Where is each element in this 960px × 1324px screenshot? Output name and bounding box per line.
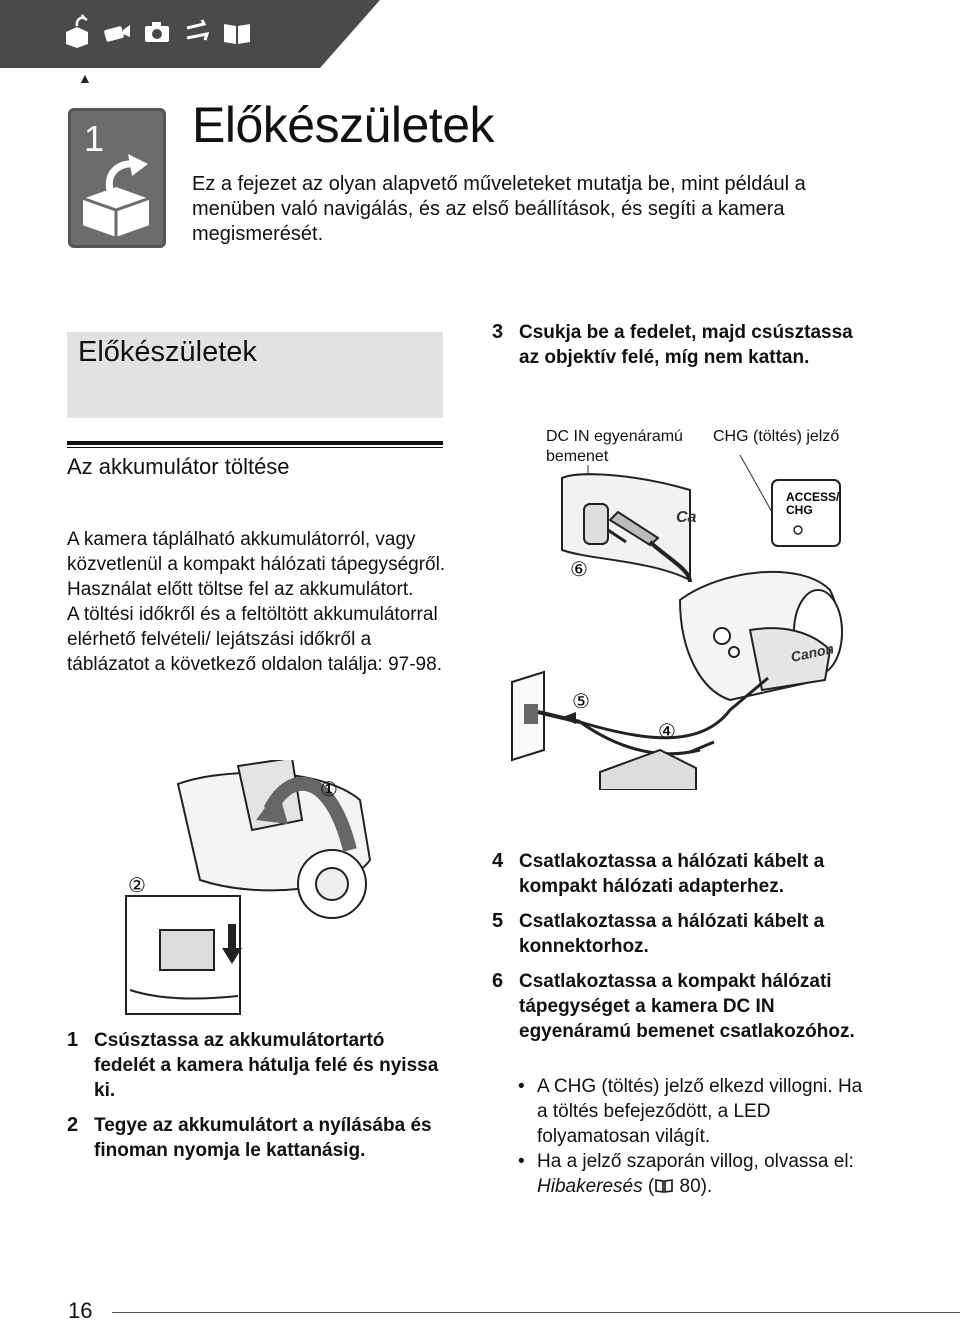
step-1 bbox=[67, 1028, 447, 1103]
ref-page: 80). bbox=[674, 1176, 713, 1197]
step-text: Csatlakoztassa a hálózati kábelt a kompakt hálózati adapterhez. bbox=[519, 851, 825, 897]
camera-icon[interactable] bbox=[142, 14, 172, 50]
step-text: Tegye az akkumulátort a nyílásába és finoman nyomja le kattanásig. bbox=[94, 1115, 432, 1161]
chapter-number: 1 bbox=[84, 118, 105, 159]
step-number: 2 bbox=[67, 1114, 79, 1136]
step-number: 6 bbox=[492, 970, 504, 992]
step-3 bbox=[492, 320, 872, 370]
section-title: Előkészületek bbox=[78, 336, 257, 368]
bullet-text: A CHG (töltés) jelző elkezd villogni. Ha a töltés befejeződött, a LED folyamatosan világít. bbox=[537, 1076, 863, 1147]
subsection-rule bbox=[67, 441, 443, 445]
chapter-title: Előkészületek bbox=[192, 97, 494, 153]
brand-logo: Canon bbox=[789, 640, 836, 665]
step-text: Csatlakoztassa a kompakt hálózati tápegységet a kamera DC IN egyenáramú bemenet csatlakozóhoz. bbox=[519, 971, 855, 1042]
step-number: 3 bbox=[492, 321, 504, 343]
step-text: Csatlakoztassa a hálózati kábelt a konnektorhoz. bbox=[519, 911, 825, 957]
paragraph: A kamera táplálható akkumulátorról, vagy közvetlenül a kompakt hálózati tápegységről. Használat előtt töltse fel az akkumulátort. bbox=[67, 529, 446, 600]
up-arrow-icon[interactable]: ▲ bbox=[78, 70, 92, 86]
transfer-icon[interactable] bbox=[182, 14, 212, 50]
label-dc-in: DC IN egyenáramú bemenet bbox=[546, 428, 683, 465]
panel-text-chg: CHG bbox=[786, 503, 813, 517]
callout-4: ④ bbox=[658, 721, 676, 743]
step-5 bbox=[492, 909, 872, 959]
step-number: 1 bbox=[67, 1029, 79, 1051]
body-text bbox=[67, 527, 447, 677]
charging-illustration bbox=[500, 450, 860, 790]
ref-open: ( bbox=[642, 1176, 655, 1197]
prepare-box-icon[interactable] bbox=[62, 14, 92, 50]
brand-fragment: Ca bbox=[676, 509, 697, 526]
troubleshooting-link[interactable]: Hibakeresés bbox=[537, 1176, 643, 1197]
label-chg: CHG (töltés) jelző bbox=[713, 428, 840, 445]
subsection-rule-thin bbox=[67, 447, 443, 448]
callout-1: ① bbox=[320, 779, 338, 801]
page-number: 16 bbox=[68, 1298, 93, 1323]
panel-text-access: ACCESS/ bbox=[786, 490, 840, 504]
open-box-icon bbox=[76, 150, 158, 240]
step-4 bbox=[492, 849, 872, 899]
chapter-intro: Ez a fejezet az olyan alapvető műveleteket mutatja be, mint például a menüben való navigálás, és az első beállítások, és segíti a kamera megismerését. bbox=[192, 173, 806, 245]
paragraph: A töltési időkről és a feltöltött akkumulátorral elérhető felvételi/ lejátszási időkről a táblázatot a következő oldalon találja: 97-98. bbox=[67, 604, 442, 675]
step-text: Csúsztassa az akkumulátortartó fedelét a kamera hátulja felé és nyissa ki. bbox=[94, 1030, 439, 1101]
subsection-title: Az akkumulátor töltése bbox=[67, 454, 290, 479]
bullet-text: Ha a jelző szaporán villog, olvassa el: bbox=[537, 1151, 854, 1172]
callout-6: ⑥ bbox=[570, 559, 588, 581]
bullet-item bbox=[518, 1074, 878, 1149]
battery-insert-illustration bbox=[120, 760, 450, 1020]
step-2 bbox=[67, 1113, 447, 1163]
book-icon bbox=[654, 1178, 674, 1194]
footer-rule bbox=[112, 1312, 960, 1313]
bullet-item bbox=[518, 1149, 878, 1199]
callout-2: ② bbox=[128, 875, 146, 897]
book-icon[interactable] bbox=[222, 14, 252, 50]
camcorder-icon[interactable] bbox=[102, 14, 132, 50]
step-text: Csukja be a fedelet, majd csúsztassa az objektív felé, míg nem kattan. bbox=[519, 322, 853, 368]
callout-5: ⑤ bbox=[572, 691, 590, 713]
step-number: 5 bbox=[492, 910, 504, 932]
step-6 bbox=[492, 969, 872, 1044]
bullet-list bbox=[518, 1074, 878, 1199]
step-number: 4 bbox=[492, 850, 504, 872]
chapter-nav-icons bbox=[62, 14, 252, 50]
